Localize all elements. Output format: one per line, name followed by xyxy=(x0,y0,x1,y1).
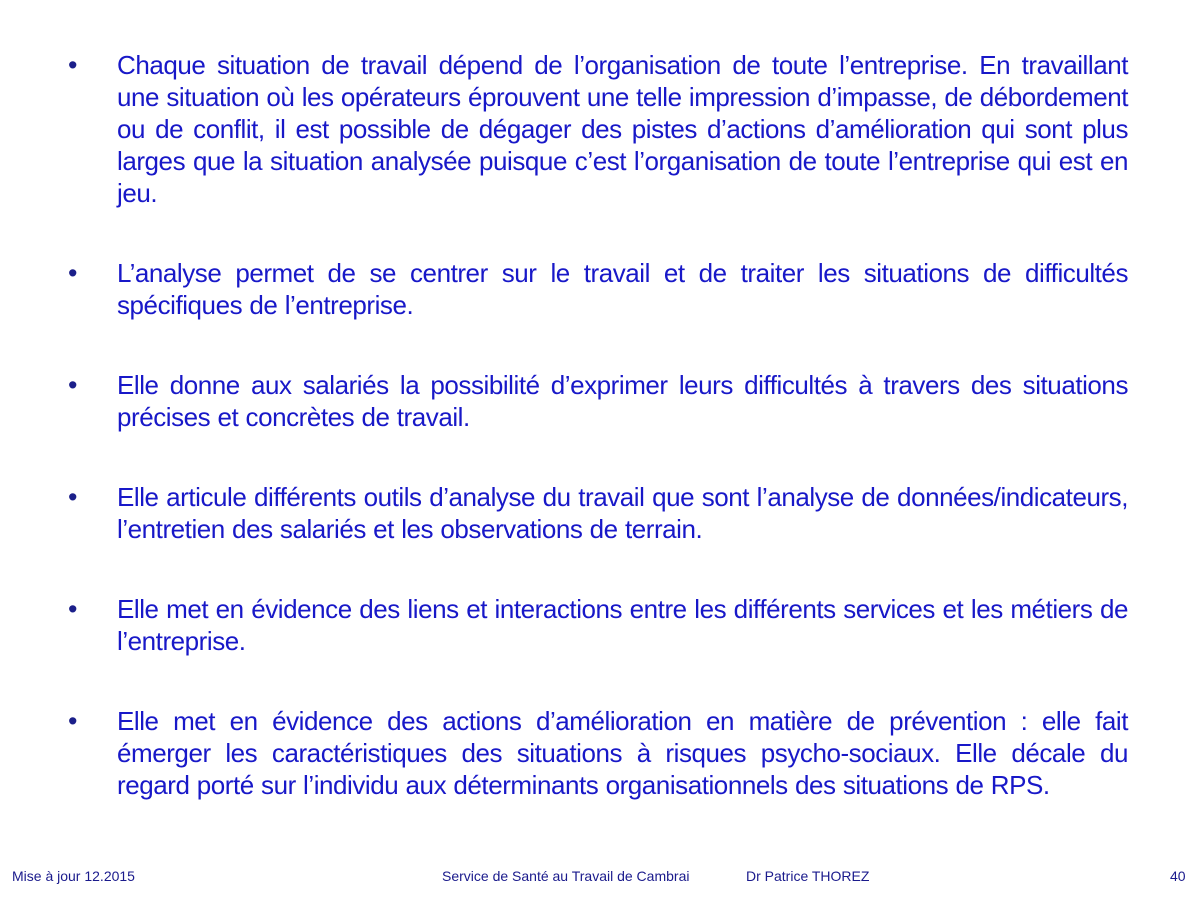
footer-service: Service de Santé au Travail de Cambrai xyxy=(442,868,690,884)
bullet-icon: • xyxy=(68,50,78,80)
bullet-text: Elle articule différents outils d’analyse du travail que sont l’analyse de données/indicateurs, l’entretien des salariés et les observations de terrain. xyxy=(117,482,1128,544)
bullet-icon: • xyxy=(68,482,78,512)
bullet-icon: • xyxy=(68,370,78,400)
bullet-text: L’analyse permet de se centrer sur le travail et de traiter les situations de difficultés spécifiques de l’entreprise. xyxy=(117,258,1128,320)
bullet-text: Chaque situation de travail dépend de l’organisation de toute l’entreprise. En travaillant une situation où les opérateurs éprouvent une telle impression d’impasse, de débordement ou de conflit, il est possible de dégager des pistes d’actions d’amélioration qui sont plus larges que la situation analysée puisque c’est l’organisation de toute l’entreprise qui est en jeu. xyxy=(117,50,1128,208)
bullet-text: Elle met en évidence des liens et interactions entre les différents services et les métiers de l’entreprise. xyxy=(117,594,1128,656)
footer-author: Dr Patrice THOREZ xyxy=(746,868,870,884)
bullet-icon: • xyxy=(68,594,78,624)
page-number: 40 xyxy=(1170,868,1186,884)
bullet-text: Elle met en évidence des actions d’amélioration en matière de prévention : elle fait émerger les caractéristiques des situations à risques psycho-sociaux. Elle décale du regard porté sur l’individu aux déterminants organisationnels des situations de RPS. xyxy=(117,706,1128,800)
footer-date: Mise à jour 12.2015 xyxy=(12,868,135,884)
bullet-icon: • xyxy=(68,258,78,288)
bullet-text: Elle donne aux salariés la possibilité d’exprimer leurs difficultés à travers des situations précises et concrètes de travail. xyxy=(117,370,1128,432)
bullet-icon: • xyxy=(68,706,78,736)
